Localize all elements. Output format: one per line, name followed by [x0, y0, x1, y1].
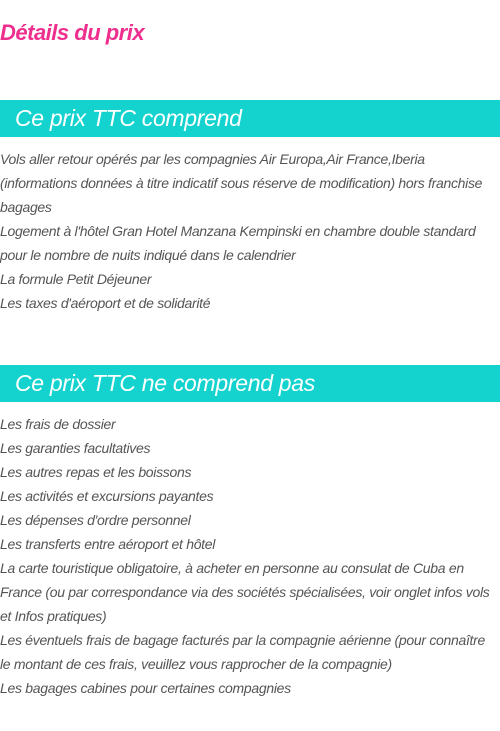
list-item: Les autres repas et les boissons [0, 464, 192, 480]
list-item: Les bagages cabines pour certaines compagnies [0, 680, 291, 696]
list-item: Les taxes d'aéroport et de solidarité [0, 295, 211, 311]
list-item: Vols aller retour opérés par les compagnies Air Europa,Air France,Iberia (informations données à titre indicatif sous réserve de modification) hors franchise bagages [0, 151, 483, 215]
list-item: La carte touristique obligatoire, à acheter en personne au consulat de Cuba en France (ou par correspondance via des sociétés spécialisées, voir onglet infos vols et Infos pratiques) [0, 560, 490, 624]
list-item: Les dépenses d'ordre personnel [0, 512, 191, 528]
includes-list [0, 147, 500, 315]
list-item: Les éventuels frais de bagage facturés par la compagnie aérienne (pour connaître le montant de ces frais, veuillez vous rapprocher de la compagnie) [0, 632, 485, 672]
list-item: La formule Petit Déjeuner [0, 271, 152, 287]
excludes-list [0, 412, 500, 700]
list-item: Logement à l'hôtel Gran Hotel Manzana Kempinski en chambre double standard pour le nombre de nuits indiqué dans le calendrier [0, 223, 476, 263]
list-item: Les garanties facultatives [0, 440, 151, 456]
page-title: Détails du prix [0, 20, 145, 45]
list-item: Les transferts entre aéroport et hôtel [0, 536, 216, 552]
list-item: Les frais de dossier [0, 416, 116, 432]
includes-heading: Ce prix TTC comprend [0, 100, 500, 137]
excludes-heading: Ce prix TTC ne comprend pas [0, 365, 500, 402]
list-item: Les activités et excursions payantes [0, 488, 214, 504]
